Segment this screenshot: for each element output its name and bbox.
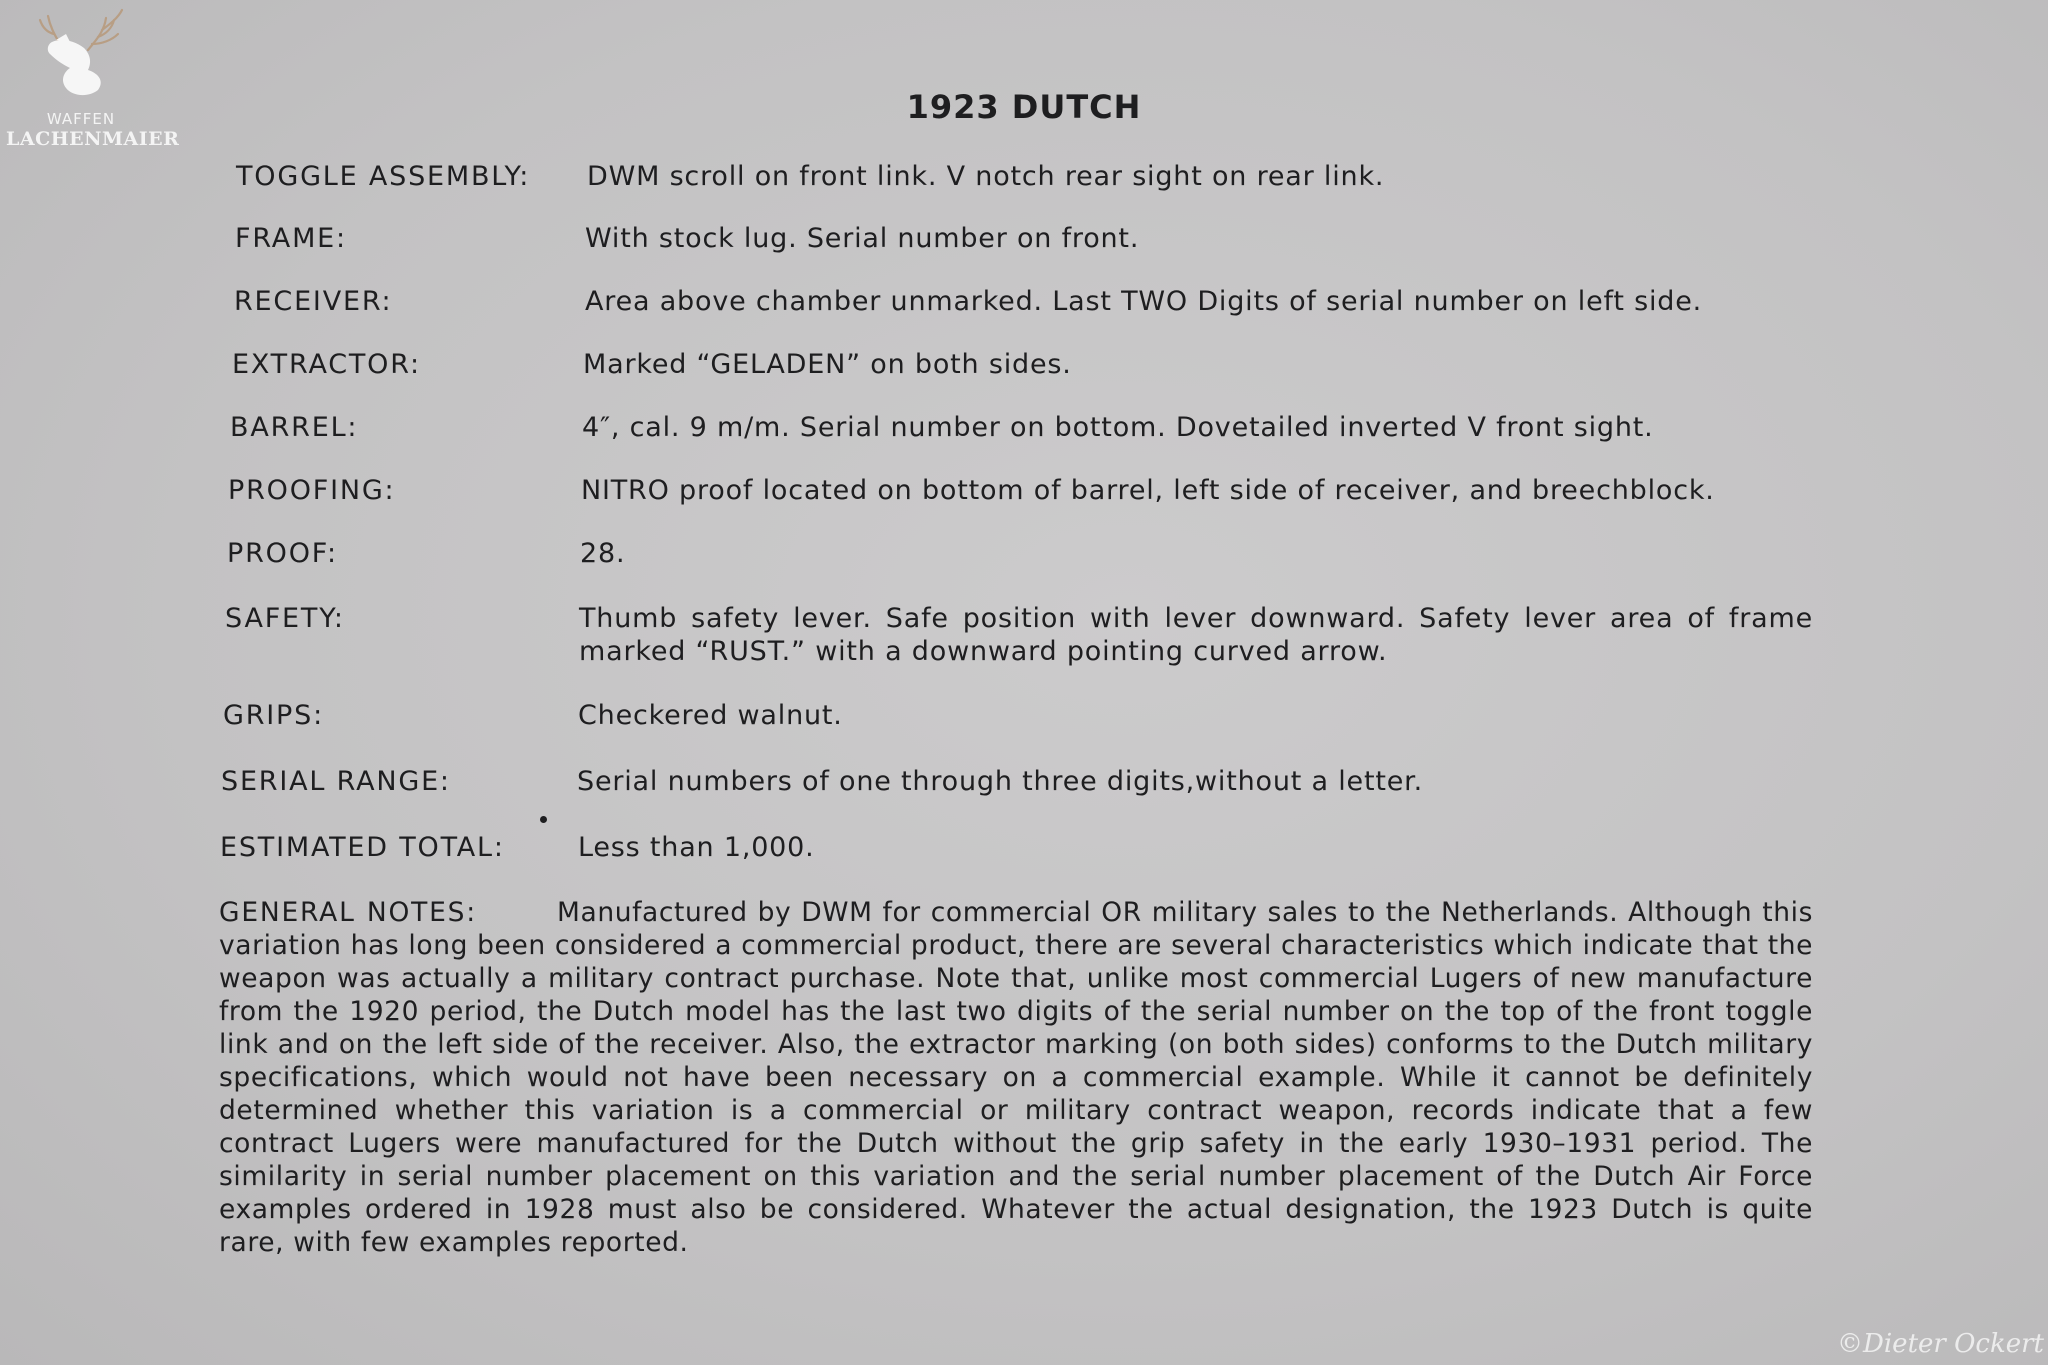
spec-row-safety (225, 602, 1815, 672)
spec-value: 4″, cal. 9 m/m. Serial number on bottom. Dovetailed inverted V front sight. (582, 412, 1654, 443)
spec-label: TOGGLE ASSEMBLY: (236, 161, 531, 192)
spec-label: SERIAL RANGE: (221, 766, 451, 797)
spec-row-estimated-total (220, 831, 1820, 865)
copyright-watermark: ©Dieter Ockert (1837, 1329, 2044, 1359)
spec-row-extractor (232, 348, 1832, 382)
spec-value: With stock lug. Serial number on front. (585, 223, 1140, 254)
spec-row-toggle-assembly (236, 160, 1836, 194)
spec-label: SAFETY: (225, 603, 345, 634)
general-notes (219, 896, 1813, 1259)
spec-value: Less than 1,000. (578, 832, 815, 863)
spec-value: Serial numbers of one through three digits,without a letter. (577, 766, 1423, 797)
spec-label: FRAME: (235, 223, 347, 254)
spec-label: BARREL: (230, 412, 359, 443)
spec-value: Thumb safety lever. Safe position with lever downward. Safety lever area of frame marked “RUST.” with a downward pointing curved arrow. (579, 603, 1813, 667)
spec-value: DWM scroll on front link. V notch rear sight on rear link. (587, 161, 1385, 192)
spec-row-receiver (234, 285, 1834, 319)
general-notes-label: GENERAL NOTES: (219, 897, 478, 928)
stray-ink-dot (540, 816, 547, 823)
spec-label: ESTIMATED TOTAL: (220, 832, 505, 863)
watermark-logo (6, 4, 180, 164)
spec-value: NITRO proof located on bottom of barrel, left side of receiver, and breechblock. (581, 475, 1715, 506)
general-notes-text: Manufactured by DWM for commercial OR military sales to the Netherlands. Although this variation has long been considered a commercial product, there are several characteristics which indicate that the weapon was actually a military contract purchase. Note that, unlike most commercial Lugers of new manufacture from the 1920 period, the Dutch model has the last two digits of the serial number on the top of the front toggle link and on the left side of the receiver. Also, the extractor marking (on both sides) conforms to the Dutch military specifications, which would not have been necessary on a commercial example. While it cannot be definitely determined whether this variation is a commercial or military contract weapon, records indicate that a few contract Lugers were manufactured for the Dutch without the grip safety in the early 1930–1931 period. The similarity in serial number placement on this variation and the serial number placement of the Dutch Air Force examples ordered in 1928 must also be considered. Whatever the actual designation, the 1923 Dutch is quite rare, with few examples reported. (219, 897, 1814, 1258)
spec-value: Checkered walnut. (578, 700, 843, 731)
watermark-line1: WAFFEN (46, 110, 116, 128)
spec-row-proof (227, 537, 1827, 571)
spec-row-proofing (228, 474, 1828, 508)
page-title: 1923 DUTCH (906, 88, 1142, 126)
spec-value: Area above chamber unmarked. Last TWO Digits of serial number on left side. (585, 286, 1703, 317)
spec-label: RECEIVER: (234, 286, 393, 317)
spec-row-barrel (230, 411, 1830, 445)
spec-row-serial-range (221, 765, 1821, 799)
spec-row-grips (223, 699, 1823, 733)
spec-value: 28. (580, 538, 626, 569)
watermark-line2: LACHENMAIER (6, 128, 180, 150)
spec-label: EXTRACTOR: (232, 349, 421, 380)
spec-label: GRIPS: (223, 700, 324, 731)
spec-label: PROOFING: (228, 475, 396, 506)
spec-row-frame (235, 222, 1835, 256)
spec-value: Marked “GELADEN” on both sides. (583, 349, 1072, 380)
spec-label: PROOF: (227, 538, 338, 569)
